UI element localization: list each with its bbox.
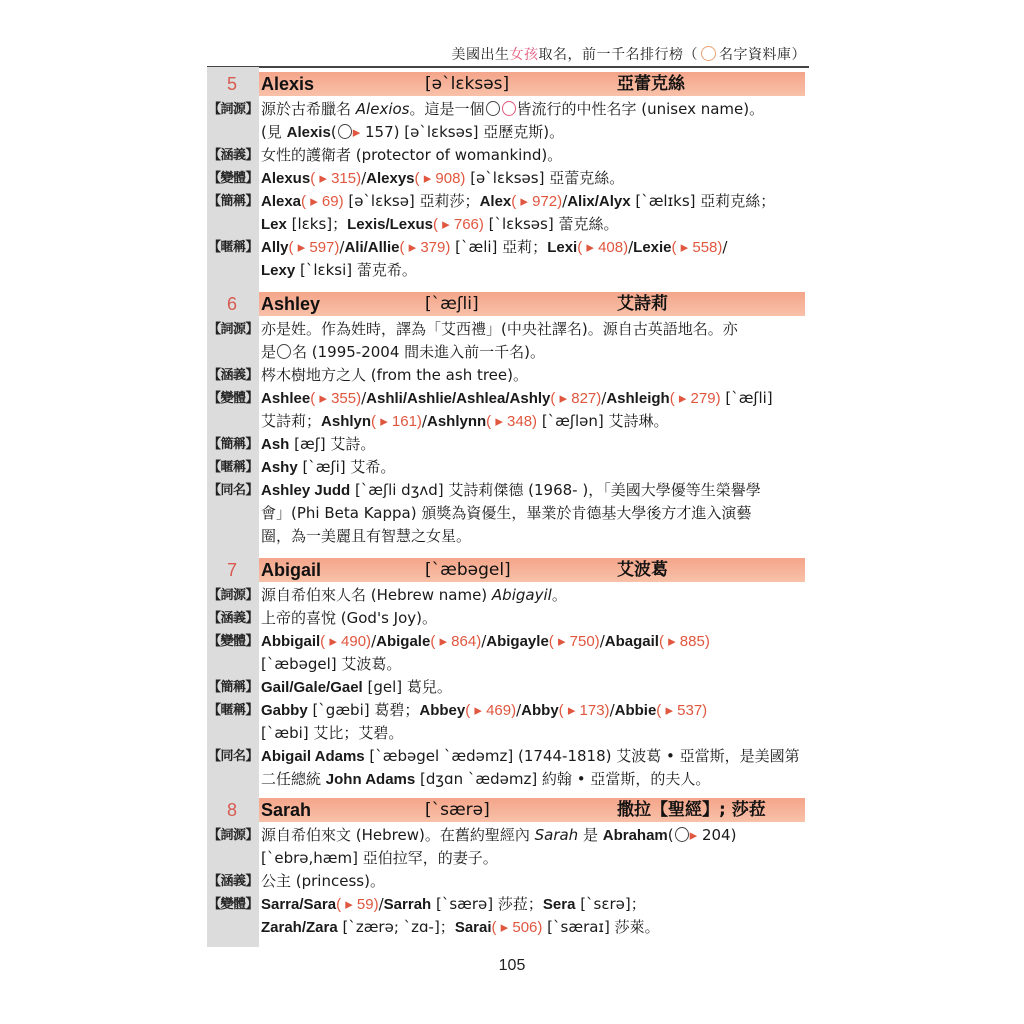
rank-reference: ( ▸ 69) <box>301 193 344 210</box>
entry-line <box>207 584 805 607</box>
text-run: / <box>601 389 607 407</box>
text-run: 名 (1995-2004 間未進入前一千名)。 <box>292 343 546 361</box>
text-run: [ˋæʃi] 艾希。 <box>297 458 396 476</box>
entry-pronunciation: [əˋlɛksəs] <box>425 74 510 94</box>
text-run: 源自希伯來文 (Hebrew)。在舊約聖經內 <box>261 826 535 844</box>
entry-header <box>207 72 805 96</box>
name-variant: Abigail Adams <box>261 748 365 765</box>
text-run: / <box>481 632 487 650</box>
entry-line <box>207 479 805 502</box>
rank-reference: ( ▸ 348) <box>486 413 538 430</box>
entry-line <box>207 916 805 939</box>
name-variant: Alexa <box>261 193 302 210</box>
entry-rank: 7 <box>226 560 237 580</box>
name-variant: Lex <box>261 216 287 233</box>
rank-reference: ( ▸ 750) <box>548 633 600 650</box>
text-run: / <box>371 632 377 650</box>
entry-name: Abigail <box>261 560 322 580</box>
text-run: [ˋæli] 亞莉； <box>450 238 548 256</box>
text-run: ▸ <box>352 123 361 141</box>
entry-header-band <box>259 558 805 582</box>
line-content <box>261 847 498 870</box>
entry-line <box>207 456 805 479</box>
section-tag: 【暱稱】 <box>207 240 258 255</box>
text-run: [æʃ] 艾詩。 <box>289 435 376 453</box>
text-run: Alexios <box>355 100 410 118</box>
line-content <box>261 144 562 167</box>
entry-chinese-name: 撒拉【聖經】; 莎菈 <box>617 800 766 820</box>
line-content <box>261 699 707 722</box>
entry-line <box>207 236 805 259</box>
line-content <box>261 722 403 745</box>
rank-reference: ( ▸ 379) <box>399 239 451 256</box>
entry-line <box>207 144 805 167</box>
section-tag: 【涵義】 <box>207 368 258 383</box>
text-run: 梣木樹地方之人 (from the ash tree)。 <box>261 366 528 384</box>
entry-line <box>207 745 805 768</box>
rank-reference: ( ▸ 161) <box>371 413 422 430</box>
section-tag: 【同名】 <box>207 749 258 764</box>
section-tag: 【詞源】 <box>207 588 258 603</box>
section-tag: 【同名】 <box>207 483 258 498</box>
name-variant: Alexis <box>286 124 331 141</box>
rank-reference: ( ▸ 315) <box>310 170 362 187</box>
line-content <box>261 387 773 410</box>
text-run: / <box>599 632 605 650</box>
section-tag: 【詞源】 <box>207 828 258 843</box>
line-content <box>261 768 710 791</box>
section-tag: 【變體】 <box>207 391 258 406</box>
line-content <box>261 98 764 121</box>
entry-rank: 6 <box>226 294 237 314</box>
entry-line <box>207 630 805 653</box>
header-prefix: 美國出生 <box>451 47 510 63</box>
text-run: [ˋæʃli] <box>720 389 773 407</box>
text-run: [ˋæʃli dʒʌd] 艾詩莉傑德 (1968- )，「美國大學優等生榮譽學 <box>350 481 761 499</box>
rank-reference: ( ▸ 408) <box>577 239 629 256</box>
rank-reference: ( ▸ 827) <box>550 390 602 407</box>
section-tag: 【涵義】 <box>207 874 258 889</box>
name-variant: Ashy <box>261 459 298 476</box>
line-content <box>261 893 646 916</box>
text-run: [ˋælɪks] 亞莉克絲； <box>630 192 776 210</box>
name-variant: Ashlee <box>261 390 311 407</box>
name-variant: Lexis/Lexus <box>347 216 433 233</box>
entry-header <box>207 558 805 582</box>
line-content <box>261 479 761 502</box>
entry-ashley <box>207 292 805 548</box>
name-variant: Abbie <box>614 702 657 719</box>
rank-reference: ( ▸ 766) <box>433 216 484 233</box>
rank-reference: ( ▸ 864) <box>430 633 482 650</box>
name-variant: Alix/Alyx <box>567 193 631 210</box>
entry-line <box>207 699 805 722</box>
entry-line <box>207 259 805 282</box>
text-run: [ˋsæraɪ] 莎萊。 <box>542 918 660 936</box>
entry-line <box>207 653 805 676</box>
text-run: 上帝的喜悅 (God's Joy)。 <box>261 609 437 627</box>
name-variant: Sarrah <box>383 896 432 913</box>
text-run: 女性的護衛者 (protector of womankind)。 <box>261 146 563 164</box>
rank-reference: ( ▸ 885) <box>658 633 710 650</box>
line-content <box>261 584 567 607</box>
entry-line <box>207 847 805 870</box>
text-run: [ˋlɛksəs] 蕾克絲。 <box>483 215 619 233</box>
name-variant: Gabby <box>261 702 308 719</box>
text-run: [ˋæbi] 艾比；艾碧。 <box>261 724 404 742</box>
text-run: 源於古希臘名 <box>261 100 356 118</box>
rank-reference: ( ▸ 506) <box>491 919 543 936</box>
name-variant: Lexy <box>261 262 296 279</box>
name-variant: Abbey <box>419 702 466 719</box>
header-suffix: 取名，前一千名排行榜（ <box>538 47 698 63</box>
rank-reference: ( ▸ 908) <box>414 170 466 187</box>
running-header <box>452 44 807 64</box>
text-run: [əˋlɛksəs] 亞蕾克絲。 <box>465 169 625 187</box>
name-variant: Abigayle <box>486 633 549 650</box>
section-tag: 【詞源】 <box>207 322 258 337</box>
section-tag: 【變體】 <box>207 897 258 912</box>
section-tag: 【變體】 <box>207 634 258 649</box>
entry-line <box>207 410 805 433</box>
name-variant: Alexus <box>261 170 311 187</box>
entry-pronunciation: [ˋsærə] <box>425 800 490 820</box>
entry-pronunciation: [ˋæʃli] <box>425 294 479 314</box>
entry-line <box>207 387 805 410</box>
section-tag: 【簡稱】 <box>207 194 258 209</box>
girl-face-icon <box>502 101 516 116</box>
text-run: [dʒɑn ˋædəmz] 約翰 • 亞當斯，的夫人。 <box>415 770 711 788</box>
line-content <box>261 213 618 236</box>
text-run: / <box>628 238 634 256</box>
entry-line <box>207 167 805 190</box>
entry-line <box>207 318 805 341</box>
entry-line <box>207 768 805 791</box>
rank-reference: ( ▸ 558) <box>671 239 723 256</box>
entry-sarah <box>207 798 805 939</box>
text-run: [gel] 葛兒。 <box>362 678 452 696</box>
entry-name: Sarah <box>261 800 312 820</box>
text-run: / <box>339 238 345 256</box>
line-content <box>261 433 375 456</box>
name-variant: Ally <box>261 239 289 256</box>
line-content <box>261 676 452 699</box>
line-content <box>261 653 401 676</box>
line-content <box>261 259 417 282</box>
entry-line <box>207 722 805 745</box>
name-variant: Ashlynn <box>426 413 487 430</box>
name-variant: Abigale <box>376 633 431 650</box>
line-content <box>261 916 660 939</box>
entry-chinese-name: 艾詩莉 <box>617 294 668 314</box>
text-run: [ˋzærə; ˋzɑ-]； <box>337 918 455 936</box>
text-run: [ˋæʃlən] 艾詩琳。 <box>537 412 669 430</box>
entry-header-band <box>259 72 805 96</box>
text-run: 會」(Phi Beta Kappa) 頒獎為資優生，畢業於肯德基大學後方才進入演藝 <box>261 504 752 522</box>
line-content <box>261 824 736 847</box>
text-run: Sarah <box>534 826 579 844</box>
rank-reference: ( ▸ 173) <box>558 702 610 719</box>
rank-reference: ( ▸ 972) <box>511 193 563 210</box>
text-run: 。 <box>551 586 567 604</box>
text-run: [ˋgæbi] 葛碧； <box>307 701 420 719</box>
name-variant: Ash <box>261 436 290 453</box>
text-run: 。這是一個 <box>409 100 485 118</box>
name-variant: Ashley Judd <box>261 482 351 499</box>
name-variant: Ali/Allie <box>344 239 400 256</box>
text-run: ( <box>667 826 674 844</box>
entry-chinese-name: 亞蕾克絲 <box>617 74 685 94</box>
name-variant: Gail/Gale/Gael <box>261 679 363 696</box>
text-run: 亦是姓。作為姓時，譯為「艾西禮」(中央社譯名)。源自古英語地名。亦 <box>261 320 738 338</box>
line-content <box>261 745 800 768</box>
entry-pronunciation: [ˋæbəgel] <box>425 560 511 580</box>
text-run: [ˋebrə,hæm] 亞伯拉罕，的妻子。 <box>261 849 498 867</box>
text-run: 艾詩莉； <box>261 412 322 430</box>
text-run: [əˋlɛksə] 亞莉莎； <box>343 192 480 210</box>
name-variant: Ashli/Ashlie/Ashlea/Ashly <box>366 390 551 407</box>
section-tag: 【變體】 <box>207 171 258 186</box>
rank-reference: ( ▸ 597) <box>288 239 340 256</box>
section-tag: 【簡稱】 <box>207 437 258 452</box>
line-content <box>261 190 775 213</box>
line-content <box>261 341 545 364</box>
entry-rank: 5 <box>226 74 237 94</box>
text-run: 204) <box>697 826 737 844</box>
name-variant: John Adams <box>325 771 416 788</box>
name-variant: Abby <box>521 702 559 719</box>
entry-line <box>207 433 805 456</box>
text-run: / <box>722 238 728 256</box>
entry-line <box>207 525 805 548</box>
line-content <box>261 364 528 387</box>
text-run: ( <box>330 123 337 141</box>
text-run: / <box>361 389 367 407</box>
entry-line <box>207 121 805 144</box>
entry-name: Alexis <box>261 74 315 94</box>
boy-face-icon <box>277 344 291 359</box>
line-content <box>261 121 564 144</box>
text-run: / <box>562 192 568 210</box>
entry-name: Ashley <box>261 294 321 314</box>
name-variant: Sarai <box>454 919 492 936</box>
text-run: [ˋsærə] 莎菈； <box>431 895 543 913</box>
line-content <box>261 236 727 259</box>
entry-line <box>207 870 805 893</box>
name-variant: Lexie <box>633 239 672 256</box>
text-run: [ˋæbəgel] 艾波葛。 <box>261 655 402 673</box>
rank-reference: ( ▸ 59) <box>336 896 379 913</box>
text-run: 是 <box>261 343 277 361</box>
text-run: 皆流行的中性名字 (unisex name)。 <box>516 100 765 118</box>
text-run: / <box>361 169 367 187</box>
header-highlight: 女孩 <box>509 47 539 63</box>
text-run: [ˋsɛrə]； <box>575 895 646 913</box>
text-run: [ˋæbəgel ˋædəmz] (1744-1818) 艾波葛 • 亞當斯，是美國第 <box>364 747 800 765</box>
section-tag: 【涵義】 <box>207 148 258 163</box>
line-content <box>261 456 395 479</box>
line-content <box>261 630 710 653</box>
rank-reference: ( ▸ 537) <box>656 702 708 719</box>
line-content <box>261 410 668 433</box>
name-variant: Lexi <box>547 239 578 256</box>
rank-reference: ( ▸ 355) <box>310 390 362 407</box>
line-content <box>261 607 437 630</box>
name-variant: Ashlyn <box>321 413 372 430</box>
text-run: / <box>378 895 384 913</box>
text-run: Abigayil <box>491 586 552 604</box>
text-run: 公主 (princess)。 <box>261 872 385 890</box>
header-end: 名字資料庫） <box>719 47 806 63</box>
rank-reference: ( ▸ 490) <box>320 633 372 650</box>
section-tag: 【詞源】 <box>207 102 258 117</box>
entry-line <box>207 341 805 364</box>
page-number: 105 <box>498 957 526 974</box>
boy-face-icon <box>338 124 352 139</box>
name-variant: Ashleigh <box>606 390 670 407</box>
entry-header <box>207 292 805 316</box>
entry-abigail <box>207 558 805 791</box>
entry-rank: 8 <box>226 800 237 820</box>
entry-line <box>207 98 805 121</box>
rank-reference: ( ▸ 469) <box>465 702 517 719</box>
text-run: / <box>609 701 615 719</box>
section-tag: 【暱稱】 <box>207 460 258 475</box>
section-tag: 【暱稱】 <box>207 703 258 718</box>
girl-face-icon <box>701 46 716 61</box>
entry-chinese-name: 艾波葛 <box>617 560 668 580</box>
name-variant: Sera <box>542 896 576 913</box>
line-content <box>261 870 385 893</box>
name-variant: Zarah/Zara <box>261 919 338 936</box>
entry-line <box>207 364 805 387</box>
text-run: 源自希伯來人名 (Hebrew name) <box>261 586 492 604</box>
text-run: 是 <box>578 826 603 844</box>
line-content <box>261 167 624 190</box>
entry-header <box>207 798 805 822</box>
name-variant: Abraham <box>602 827 668 844</box>
line-content <box>261 525 471 548</box>
name-variant: Abbigail <box>261 633 321 650</box>
text-run: [lɛks]； <box>286 215 348 233</box>
header-rule <box>207 66 809 68</box>
name-variant: Abagail <box>604 633 659 650</box>
entry-line <box>207 893 805 916</box>
name-variant: Alexys <box>366 170 415 187</box>
section-tag: 【簡稱】 <box>207 680 258 695</box>
name-variant: Alex <box>479 193 512 210</box>
entry-line <box>207 190 805 213</box>
boy-face-icon <box>486 101 500 116</box>
section-tag: 【涵義】 <box>207 611 258 626</box>
entry-alexis <box>207 72 805 282</box>
text-run: / <box>516 701 522 719</box>
entry-line <box>207 607 805 630</box>
text-run: / <box>421 412 427 430</box>
entry-header-band <box>259 292 805 316</box>
text-run: ▸ <box>689 826 698 844</box>
text-run: 157) [əˋlɛksəs] 亞歷克斯)。 <box>360 123 565 141</box>
entry-line <box>207 502 805 525</box>
line-content <box>261 502 751 525</box>
entry-line <box>207 824 805 847</box>
line-content <box>261 318 738 341</box>
name-variant: Sarra/Sara <box>261 896 337 913</box>
boy-face-icon <box>675 827 689 842</box>
entry-line <box>207 213 805 236</box>
text-run: (見 <box>261 123 287 141</box>
text-run: 圈，為一美麗且有智慧之女星。 <box>261 527 472 545</box>
text-run: [ˋlɛksi] 蕾克希。 <box>295 261 417 279</box>
entry-line <box>207 676 805 699</box>
rank-reference: ( ▸ 279) <box>669 390 721 407</box>
text-run: 二任總統 <box>261 770 326 788</box>
